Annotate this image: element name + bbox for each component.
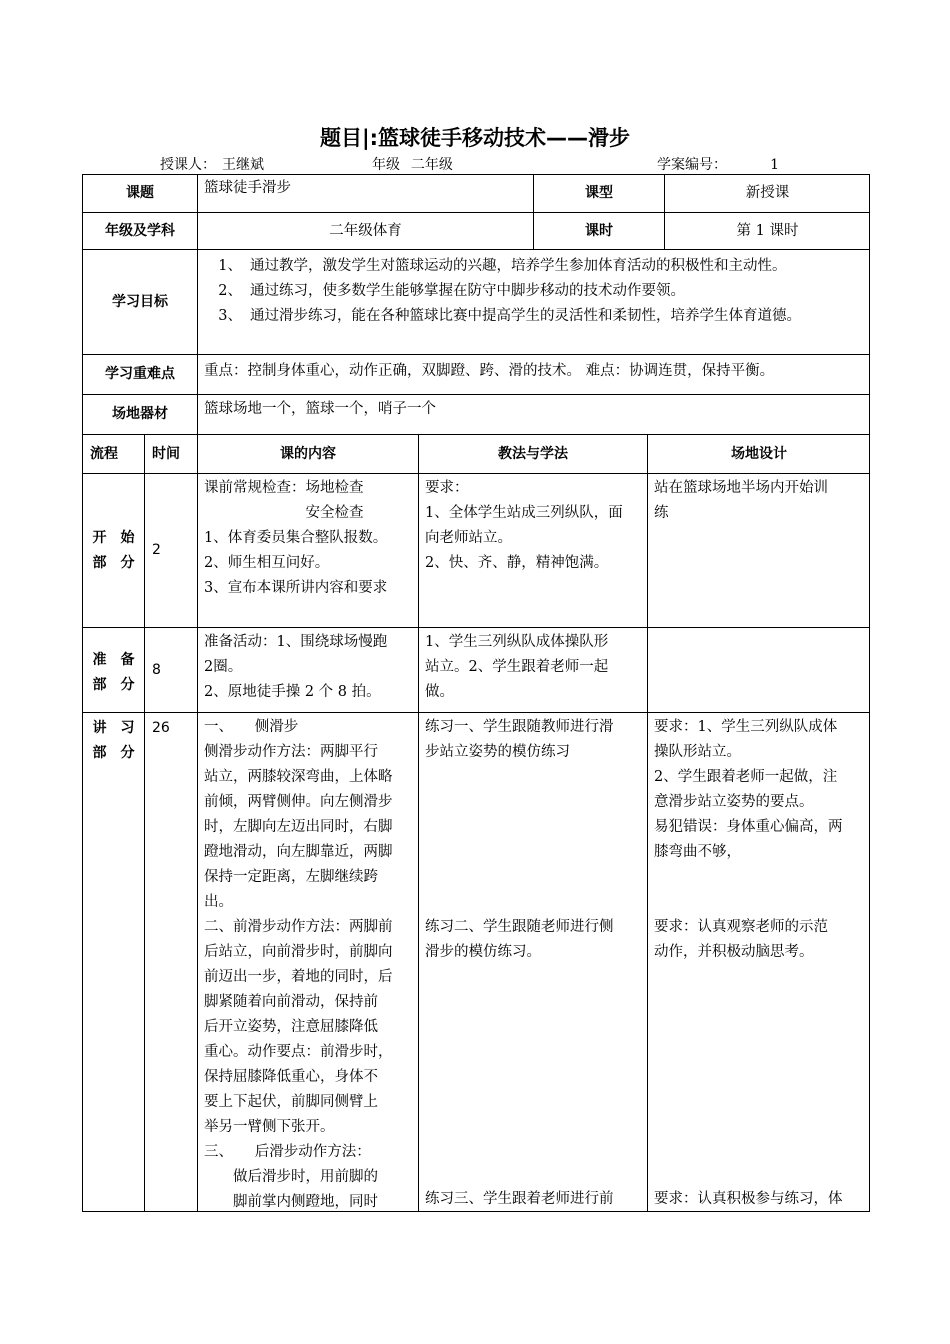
equipment-value: 篮球场地一个，篮球一个，哨子一个 [197,394,870,434]
stage-start-line: 部 分 [92,555,135,571]
goals-label: 学习目标 [82,249,197,354]
stage-prep [82,627,144,712]
content-line: 三、 后滑步动作方法： [204,1144,371,1160]
method-line: 2、快、齐、静，精神饱满。 [425,555,609,571]
content-line: 脚前掌内侧蹬地，同时 [204,1194,378,1210]
header-content: 课的内容 [197,434,418,473]
stage-prep-line: 准 备 [92,652,135,668]
topic-label: 课题 [82,174,197,212]
document-title: 题目|:篮球徒手移动技术——滑步 [319,126,631,150]
content-line: 1、体育委员集合整队报数。 [204,530,388,546]
teacher-label: 授课人： [160,157,216,173]
grade-value: 二年级 [409,158,495,175]
content-line: 前迈出一步，着地的同时，后 [204,969,393,985]
goals-list [197,249,870,354]
method-teach-part3 [425,1187,614,1212]
grade-label: 年级 [372,157,400,173]
goal-text: 通过练习，使多数学生能够掌握在防守中脚步移动的技术动作要领。 [250,283,685,299]
stage-teach-line: 部 分 [92,745,135,761]
goal-item [206,304,862,329]
hours-value: 第 1 课时 [664,212,870,249]
content-start [197,473,418,627]
time-start: 2 [144,473,197,627]
site-start [647,473,870,627]
plan-number-label: 学案编号： [657,157,727,173]
content-prep [197,627,418,712]
topic-value: 篮球徒手滑步 [197,174,533,212]
site-line: 站在篮球场地半场内开始训 [654,480,828,496]
goal-item [206,254,862,279]
content-line: 2圈。 [204,659,243,675]
header-process: 流程 [82,434,144,473]
content-line: 举另一臂侧下张开。 [204,1119,335,1135]
content-line: 出。 [204,894,233,910]
stage-teach [82,712,144,1212]
site-teach-part2 [654,915,828,965]
site-line: 练 [654,505,669,521]
stage-teach-line: 讲 习 [92,720,135,736]
content-line: 做后滑步时，用前脚的 [204,1169,378,1185]
content-line: 二、前滑步动作方法：两脚前 [204,919,393,935]
time-teach: 26 [144,712,197,1212]
site-teach-part1 [654,715,843,865]
site-line: 意滑步站立姿势的要点。 [654,794,814,810]
content-line: 课前常规检查：场地检查 [204,480,364,496]
content-line: 后站立，向前滑步时，前脚向 [204,944,393,960]
method-line: 练习三、学生跟着老师进行前 [425,1191,614,1207]
plan-number-field [657,154,781,175]
content-line: 重心。动作要点：前滑步时， [204,1044,393,1060]
grade-field [372,154,495,175]
method-line: 1、全体学生站成三列纵队，面 [425,505,623,521]
method-teach-part1 [425,715,614,765]
content-line: 一、 侧滑步 [204,719,299,735]
method-teach-part2 [425,915,614,965]
method-prep [418,627,647,712]
subject-label: 年级及学科 [82,212,197,249]
content-line: 2、师生相互问好。 [204,555,330,571]
content-line: 蹬地滑动，向左脚靠近，两脚 [204,844,393,860]
equipment-label: 场地器材 [82,394,197,434]
stage-start-line: 开 始 [92,530,135,546]
site-line: 要求：1、学生三列纵队成体 [654,719,838,735]
method-start [418,473,647,627]
content-line: 侧滑步动作方法：两脚平行 [204,744,378,760]
stage-prep-line: 部 分 [92,677,135,693]
goal-item [206,279,862,304]
site-line: 操队形站立。 [654,744,741,760]
header-site: 场地设计 [647,434,870,473]
content-line: 后开立姿势，注意屈膝降低 [204,1019,378,1035]
method-line: 步站立姿势的模仿练习 [425,744,570,760]
goal-number: 1、 [218,258,242,274]
content-line: 2、原地徒手操 2 个 8 拍。 [204,684,381,700]
time-prep: 8 [144,627,197,712]
plan-number-value: 1 [727,158,781,175]
content-line: 准备活动：1、围绕球场慢跑 [204,634,388,650]
site-line: 2、学生跟着老师一起做，注 [654,769,838,785]
content-line: 站立，两膝较深弯曲，上体略 [204,769,393,785]
keypoints-value: 重点：控制身体重心，动作正确，双脚蹬、跨、滑的技术。 难点：协调连贯，保持平衡。 [197,354,870,394]
site-teach-part3 [654,1187,843,1212]
site-prep [647,627,870,712]
teacher-value: 王继斌 [216,158,330,175]
goal-text: 通过教学，激发学生对篮球运动的兴趣，培养学生参加体育活动的积极性和主动性。 [250,258,787,274]
site-line: 要求：认真积极参与练习，体 [654,1191,843,1207]
content-line: 要上下起伏，前脚同侧臂上 [204,1094,378,1110]
content-teach [197,712,418,1212]
method-line: 滑步的模仿练习。 [425,944,541,960]
stage-start [82,473,144,627]
site-line: 动作，并积极动脑思考。 [654,944,814,960]
method-line: 练习一、学生跟随教师进行滑 [425,719,614,735]
goal-text: 通过滑步练习，能在各种篮球比赛中提高学生的灵活性和柔韧性，培养学生体育道德。 [250,308,801,324]
method-line: 练习二、学生跟随老师进行侧 [425,919,614,935]
content-line: 安全检查 [204,505,364,521]
header-method: 教法与学法 [418,434,647,473]
goal-number: 3、 [218,308,242,324]
lesson-type-value: 新授课 [664,174,870,212]
method-line: 向老师站立。 [425,530,512,546]
site-teach [647,712,870,1212]
site-line: 膝弯曲不够， [654,844,741,860]
header-time: 时间 [144,434,197,473]
keypoints-label: 学习重难点 [82,354,197,394]
content-line: 保持屈膝降低重心，身体不 [204,1069,378,1085]
site-line: 要求：认真观察老师的示范 [654,919,828,935]
content-line: 脚紧随着向前滑动，保持前 [204,994,378,1010]
hours-label: 课时 [533,212,664,249]
method-teach [418,712,647,1212]
method-line: 1、学生三列纵队成体操队形 [425,634,609,650]
goal-number: 2、 [218,283,242,299]
content-line: 3、宣布本课所讲内容和要求 [204,580,388,596]
method-line: 站立。2、学生跟着老师一起 [425,659,609,675]
content-line: 前倾，两臂侧伸。向左侧滑步 [204,794,393,810]
lesson-type-label: 课型 [533,174,664,212]
method-line: 要求： [425,480,469,496]
content-line: 保持一定距离，左脚继续跨 [204,869,378,885]
method-line: 做。 [425,684,454,700]
content-line: 时，左脚向左迈出同时，右脚 [204,819,393,835]
site-line: 易犯错误：身体重心偏高，两 [654,819,843,835]
subject-value: 二年级体育 [197,212,533,249]
teacher-field [160,154,330,175]
